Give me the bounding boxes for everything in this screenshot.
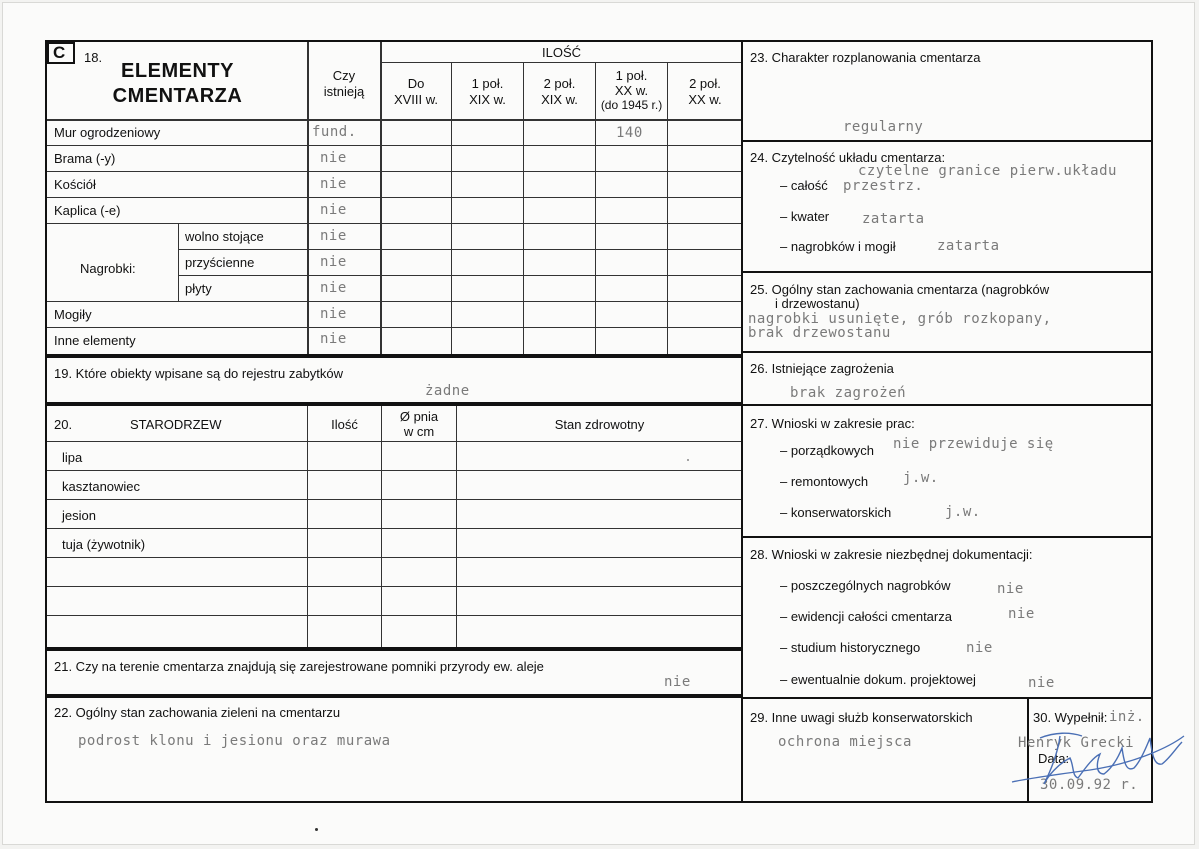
col-do-xviii-2: XVIII w. — [393, 92, 439, 107]
nagrobki-label: Nagrobki: — [80, 261, 136, 276]
ilosc-header: ILOŚĆ — [541, 45, 581, 60]
row-label-kosciol: Kościół — [54, 177, 96, 192]
typed-value-inne: nie — [320, 331, 347, 347]
col-1pol-xx-2: XX w. — [614, 83, 649, 98]
section-29-label: 29. Inne uwagi służb konserwatorskich — [750, 710, 973, 725]
col-stan-zdrowotny: Stan zdrowotny — [554, 417, 645, 432]
section-27-item-value: j.w. — [945, 504, 981, 520]
section-28-item-label: – studium historycznego — [780, 640, 921, 655]
divider — [47, 197, 742, 198]
typed-value-kosciol: nie — [320, 176, 347, 192]
col-2pol-xx-2: XX w. — [688, 92, 722, 107]
row-label-mur: Mur ogrodzeniowy — [54, 125, 161, 140]
section-25-value-2: brak drzewostanu — [748, 325, 891, 341]
section-19-label: 19. Które obiekty wpisane są do rejestru zabytków — [54, 366, 344, 381]
typed-qty-mur-1pol-xx: 140 — [616, 125, 643, 141]
col-czy-line2: istnieją — [323, 84, 365, 99]
stray-dot — [687, 459, 689, 461]
col-1pol-xix-2: XIX w. — [469, 92, 506, 107]
divider — [47, 441, 742, 442]
col-2pol-xix-2: XIX w. — [541, 92, 578, 107]
row-label-wolno-stojace: wolno stojące — [185, 229, 264, 244]
section-28-item-label: – ewidencji całości cmentarza — [780, 609, 952, 624]
section-27-item-label: – remontowych — [780, 474, 869, 489]
col-1pol-xx-1: 1 poł. — [615, 68, 648, 83]
row-label-inne: Inne elementy — [54, 333, 136, 348]
section-24-calosc-value-2: przestrz. — [843, 178, 924, 194]
section-24-label: 24. Czytelność układu cmentarza: — [750, 150, 946, 165]
typed-value-mur: fund. — [312, 124, 357, 140]
divider — [178, 275, 742, 276]
section-28-item-label: – poszczególnych nagrobków — [780, 578, 951, 593]
col-pnia-line1: Ø pnia — [399, 409, 439, 424]
section-24-kwater-value: zatarta — [862, 211, 925, 227]
row-label-kaplica: Kaplica (-e) — [54, 203, 121, 218]
col-2pol-xx-1: 2 poł. — [689, 76, 721, 91]
section-27-item-value: nie przewiduje się — [893, 436, 1054, 452]
tree-row: jesion — [62, 508, 96, 523]
section-24-calosc-value-1: czytelne granice pierw.układu — [858, 163, 1117, 179]
section-30-label: 30. Wypełnił: — [1033, 710, 1108, 725]
divider — [47, 557, 742, 558]
section-19-value: żadne — [425, 383, 470, 399]
section-24-nagrobkow-value: zatarta — [937, 238, 1000, 254]
tree-row: tuja (żywotnik) — [62, 537, 146, 552]
section-20-title: STARODRZEW — [130, 417, 222, 432]
section-18-number: 18. — [84, 50, 103, 65]
tree-row: kasztanowiec — [62, 479, 141, 494]
divider — [381, 406, 382, 647]
typed-value-brama: nie — [320, 150, 347, 166]
col-1pol-xx-3: (do 1945 r.) — [600, 98, 663, 112]
col-czy-line1: Czy — [332, 68, 356, 83]
section-22-label: 22. Ogólny stan zachowania zieleni na cmentarzu — [54, 705, 341, 720]
section-25-value-1: nagrobki usunięte, grób rozkopany, — [748, 311, 1052, 327]
section-28-item-value: nie — [966, 640, 993, 656]
section-24-calosc-label: – całość — [780, 178, 828, 193]
divider — [47, 499, 742, 500]
divider — [47, 615, 742, 616]
section-24-kwater-label: – kwater — [780, 209, 830, 224]
section-28-item-value: nie — [1008, 606, 1035, 622]
section-24-nagrobkow-label: – nagrobków i mogił — [780, 239, 896, 254]
stray-dot — [315, 828, 318, 831]
divider — [47, 119, 742, 121]
divider — [47, 327, 742, 328]
section-18-title-line1: ELEMENTY — [121, 60, 234, 82]
divider — [178, 249, 742, 250]
divider — [47, 145, 742, 146]
tree-row: lipa — [62, 450, 83, 465]
col-do-xviii-1: Do — [407, 76, 425, 91]
section-28-item-value: nie — [997, 581, 1024, 597]
typed-value-wolno-stojace: nie — [320, 228, 347, 244]
section-27-item-label: – porządkowych — [780, 443, 874, 458]
divider — [47, 528, 742, 529]
divider — [178, 223, 179, 301]
section-28-label: 28. Wnioski w zakresie niezbędnej dokumentacji: — [750, 547, 1033, 562]
section-25-label-2: i drzewostanu) — [775, 296, 860, 311]
section-27-item-label: – konserwatorskich — [780, 505, 892, 520]
section-25-label-1: 25. Ogólny stan zachowania cmentarza (nagrobków — [750, 282, 1050, 297]
section-30-date-value: 30.09.92 r. — [1040, 777, 1139, 793]
row-label-przyscienne: przyścienne — [185, 255, 255, 270]
col-2pol-xix-1: 2 poł. — [543, 76, 576, 91]
divider — [47, 301, 742, 302]
row-label-mogily: Mogiły — [54, 307, 92, 322]
section-29-value: ochrona miejsca — [778, 734, 912, 750]
handwritten-signature — [1000, 718, 1190, 798]
divider — [47, 223, 742, 224]
section-22-value: podrost klonu i jesionu oraz murawa — [78, 733, 391, 749]
typed-value-plyty: nie — [320, 280, 347, 296]
divider — [381, 62, 742, 63]
section-23-value: regularny — [843, 119, 924, 135]
section-30-date-label: Data: — [1038, 751, 1070, 766]
section-20-number: 20. — [54, 417, 73, 432]
section-21-label: 21. Czy na terenie cmentarza znajdują się zarejestrowane pomniki przyrody ew. aleje — [54, 659, 544, 674]
section-21-value: nie — [664, 674, 691, 690]
typed-value-mogily: nie — [320, 306, 347, 322]
divider — [307, 406, 308, 647]
divider — [47, 470, 742, 471]
typed-value-przyscienne: nie — [320, 254, 347, 270]
section-c-letter: C — [53, 43, 66, 62]
section-27-item-value: j.w. — [903, 470, 939, 486]
divider — [456, 406, 457, 647]
col-pnia-line2: w cm — [403, 424, 435, 439]
section-26-value: brak zagrożeń — [790, 385, 907, 401]
section-28-item-label: – ewentualnie dokum. projektowej — [780, 672, 976, 687]
section-26-label: 26. Istniejące zagrożenia — [750, 361, 894, 376]
row-label-brama: Brama (-y) — [54, 151, 116, 166]
row-label-plyty: płyty — [185, 281, 212, 296]
section-30-name-2: Henryk Grecki — [1018, 735, 1135, 751]
col-ilosc: Ilość — [331, 417, 358, 432]
section-27-label: 27. Wnioski w zakresie prac: — [750, 416, 915, 431]
col-1pol-xix-1: 1 poł. — [471, 76, 504, 91]
section-30-name-1: inż. — [1109, 709, 1145, 725]
section-28-item-value: nie — [1028, 675, 1055, 691]
divider — [47, 586, 742, 587]
typed-value-kaplica: nie — [320, 202, 347, 218]
section-23-label: 23. Charakter rozplanowania cmentarza — [750, 50, 981, 65]
section-18-title-line2: CMENTARZA — [112, 85, 243, 107]
divider — [47, 171, 742, 172]
